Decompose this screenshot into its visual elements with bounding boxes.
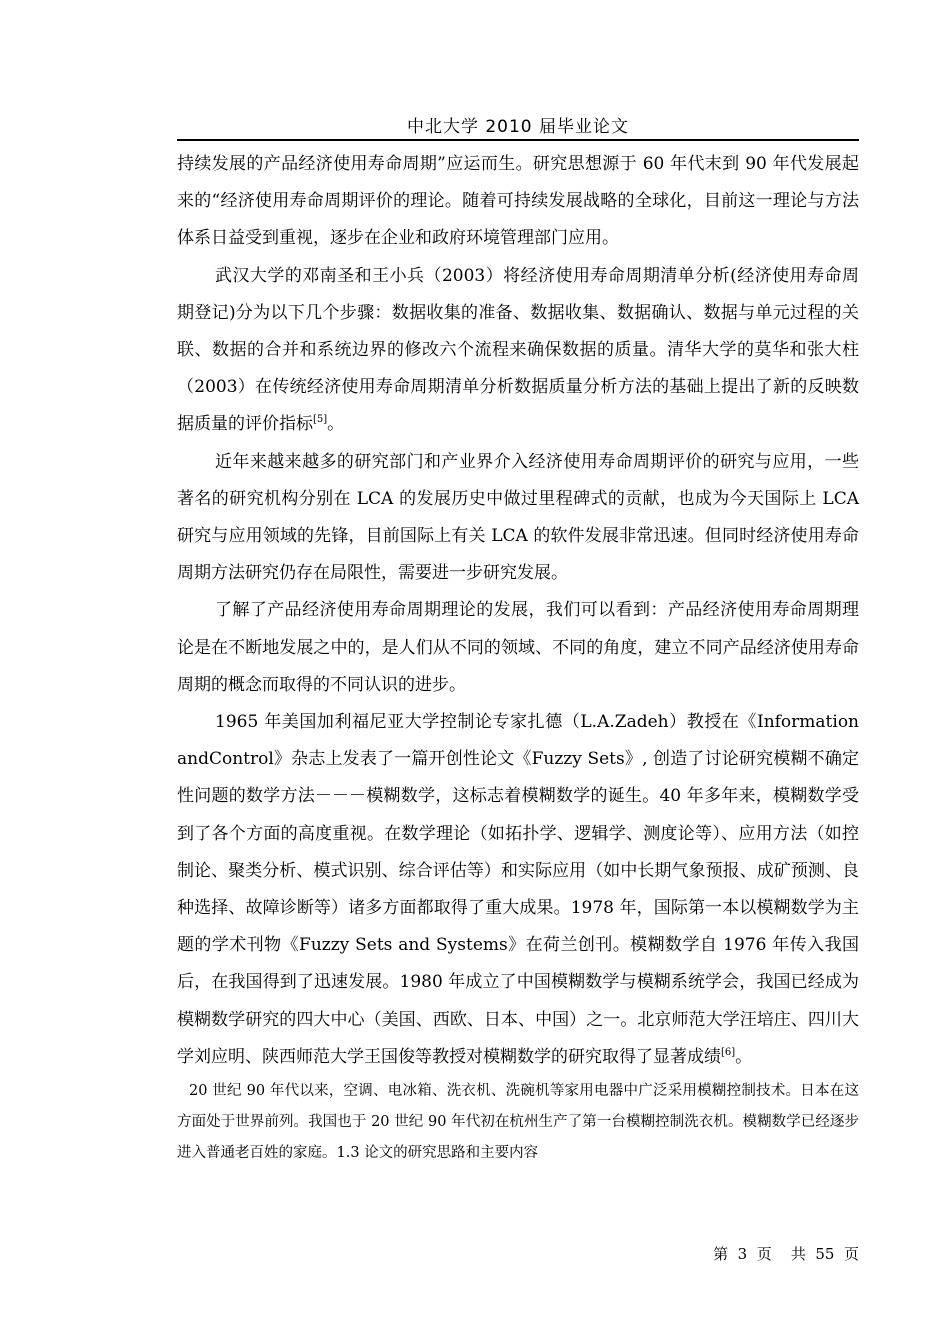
body-text [177,146,859,1169]
paragraph-2-text: 武汉大学的邓南圣和王小兵（2003）将经济使用寿命周期清单分析(经济使用寿命周期登记)分为以下几个步骤：数据收集的准备、数据收集、数据确认、数据与单元过程的关联、数据的合并和系统边界的修改六个流程来确保数据的质量。清华大学的莫华和张大柱（2003）在传统经济使用寿命周期清单分析数据质量分析方法的基础上提出了新的反映数据质量的评价指标 [177,265,859,435]
paragraph-5-text: 1965 年美国加利福尼亚大学控制论专家扎德（L.A.Zadeh）教授在《Information andControl》杂志上发表了一篇开创性论文《Fuzzy Sets》, 创造了讨论研究模糊不确定性问题的数学方法－－－模糊数学，这标志着模糊数学的诞生。40 年多年来，模糊数学受到了各个方面的高度重视。在数学理论（如拓扑学、逻辑学、测度论等）、应用方法（如控制论、聚类分析、模式识别、综合评估等）和实际应用（如中长期气象预报、成矿预测、良种选择、故障诊断等）诸多方面都取得了重大成果。1978 年，国际第一本以模糊数学为主题的学术刊物《Fuzzy Sets and Systems》在荷兰创刊。模糊数学自 1976 年传入我国后，在我国得到了迅速发展。1980 年成立了中国模糊数学与模糊系统学会，我国已经成为模糊数学研究的四大中心（美国、西欧、日本、中国）之一。北京师范大学汪培庄、四川大学刘应明、陕西师范大学王国俊等教授对模糊数学的研究取得了显著成绩 [177,712,859,1067]
paragraph-4-text: 了解了产品经济使用寿命周期理论的发展，我们可以看到：产品经济使用寿命周期理论是在不断地发展之中的，是人们从不同的领域、不同的角度，建立不同产品经济使用寿命周期的概念而取得的不同认识的进步。 [177,600,859,695]
paragraph-1-text: 持续发展的产品经济使用寿命周期”应运而生。研究思想源于 60 年代末到 90 年代发展起来的“经济使用寿命周期评价的理论。随着可持续发展战略的全球化，目前这一理论与方法体系日益受到重视，逐步在企业和政府环境管理部门应用。 [177,154,859,249]
page-header: 中北大学 2010 届毕业论文 [406,117,630,137]
page-number-footer: 第 3 页 共 55 页 [713,1245,859,1263]
paragraph-5 [177,704,859,1076]
paragraph-4 [177,592,859,704]
header-divider [177,139,859,141]
paragraph-2 [177,258,859,444]
paragraph-6 [177,1076,859,1169]
paragraph-3 [177,444,859,593]
paragraph-5-tail: 。 [735,1046,753,1067]
paragraph-6-text: 20 世纪 90 年代以来，空调、电冰箱、洗衣机、洗碗机等家用电器中广泛采用模糊控制技术。日本在这方面处于世界前列。我国也于 20 世纪 90 年代初在杭州生产了第一台模糊控制洗衣机。模糊数学已经逐步进入普通老百姓的家庭。1.3 论文的研究思路和主要内容 [177,1083,859,1162]
paragraph-1 [177,146,859,258]
paragraph-3-text: 近年来越来越多的研究部门和产业界介入经济使用寿命周期评价的研究与应用，一些著名的研究机构分别在 LCA 的发展历史中做过里程碑式的贡献，也成为今天国际上 LCA 研究与应用领域的先锋，目前国际上有关 LCA 的软件发展非常迅速。但同时经济使用寿命周期方法研究仍存在局限性，需要进一步研究发展。 [177,451,859,584]
paragraph-2-tail: 。 [327,414,345,435]
citation-ref-5: [5] [313,414,328,426]
citation-ref-6: [6] [721,1046,736,1058]
